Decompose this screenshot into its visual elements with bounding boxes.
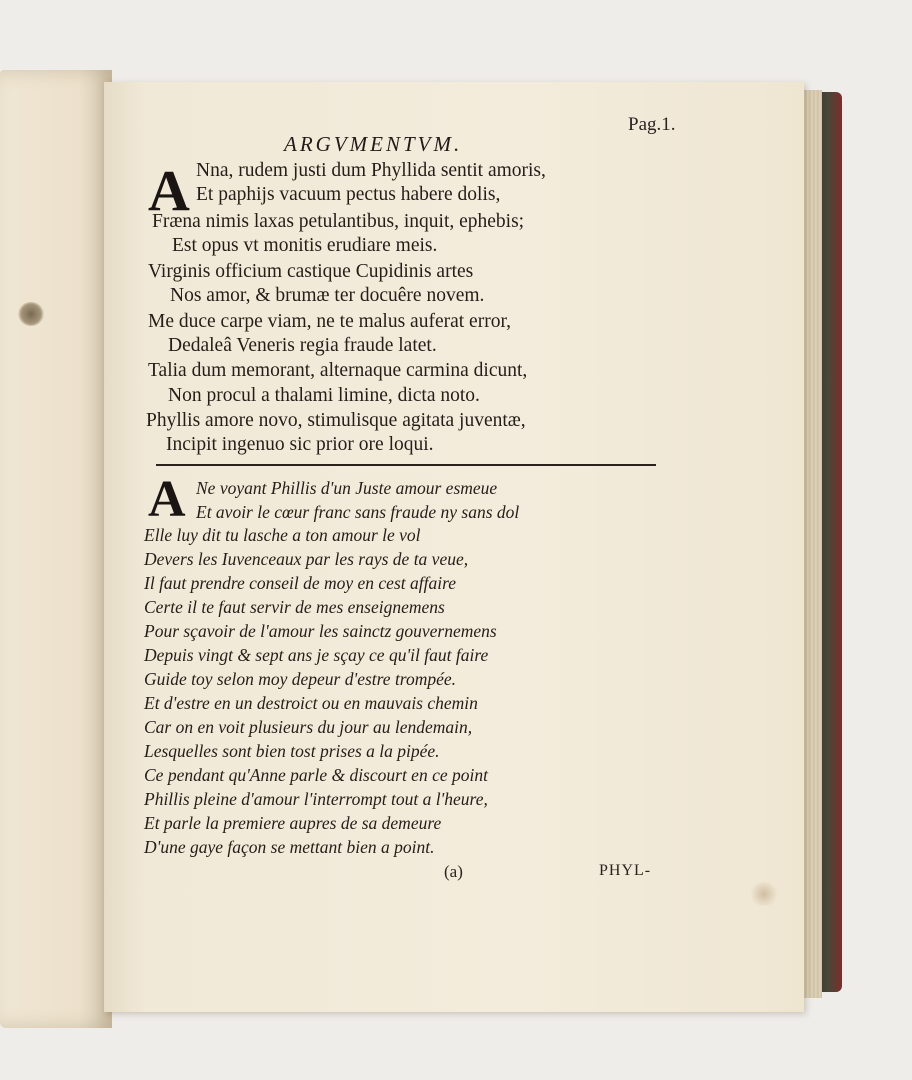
french-line-4: Devers les Iuvenceaux par les rays de ta veue,: [144, 549, 469, 569]
right-page: [104, 82, 804, 1012]
french-line-14: Phillis pleine d'amour l'interrompt tout a l'heure,: [144, 789, 488, 809]
latin-line-12: Incipit ingenuo sic prior ore loqui.: [166, 434, 434, 455]
french-line-6: Certe il te faut servir de mes enseignemens: [144, 597, 445, 617]
page-heading: ARGVMENTVM.: [284, 132, 463, 156]
french-line-2: Et avoir le cœur franc sans fraude ny sans dol: [196, 502, 520, 522]
latin-line-5: Virginis officium castique Cupidinis artes: [148, 261, 474, 282]
french-line-3: Elle luy dit tu lasche a ton amour le vol: [144, 525, 421, 545]
french-line-12: Lesquelles sont bien tost prises a la pipée.: [144, 741, 440, 761]
latin-line-8: Dedaleâ Veneris regia fraude latet.: [168, 335, 437, 356]
latin-line-11: Phyllis amore novo, stimulisque agitata juventæ,: [146, 410, 526, 431]
french-line-13: Ce pendant qu'Anne parle & discourt en ce point: [144, 765, 488, 785]
latin-line-9: Talia dum memorant, alternaque carmina dicunt,: [148, 360, 528, 381]
french-dropcap: A: [148, 471, 186, 528]
latin-line-1: Nna, rudem justi dum Phyllida sentit amoris,: [196, 160, 546, 181]
latin-line-4: Est opus vt monitis erudiare meis.: [172, 235, 438, 256]
latin-dropcap: A: [148, 158, 190, 223]
french-line-11: Car on en voit plusieurs du jour au lendemain,: [144, 717, 473, 737]
foxing-stain: [749, 882, 779, 906]
latin-line-7: Me duce carpe viam, ne te malus auferat error,: [148, 311, 512, 332]
latin-line-3: Fræna nimis laxas petulantibus, inquit, ephebis;: [152, 211, 525, 232]
french-line-9: Guide toy selon moy depeur d'estre trompée.: [144, 669, 457, 689]
left-page: [0, 70, 112, 1028]
latin-line-6: Nos amor, & brumæ ter docuêre novem.: [170, 285, 485, 306]
french-line-8: Depuis vingt & sept ans je sçay ce qu'il faut faire: [144, 645, 489, 665]
french-line-1: Ne voyant Phillis d'un Juste amour esmeue: [196, 478, 498, 498]
french-line-10: Et d'estre en un destroict ou en mauvais chemin: [144, 693, 478, 713]
page-number: Pag.1.: [628, 114, 676, 135]
french-line-7: Pour sçavoir de l'amour les sainctz gouvernemens: [144, 621, 497, 641]
catchword: PHYL-: [599, 862, 652, 879]
french-line-5: Il faut prendre conseil de moy en cest affaire: [144, 573, 457, 593]
section-divider: [156, 464, 656, 466]
latin-line-2: Et paphijs vacuum pectus habere dolis,: [196, 184, 501, 205]
stain-mark: [18, 302, 44, 326]
french-line-16: D'une gaye façon se mettant bien a point.: [144, 837, 435, 857]
french-line-15: Et parle la premiere aupres de sa demeure: [144, 813, 442, 833]
latin-line-10: Non procul a thalami limine, dicta noto.: [168, 385, 480, 406]
signature-mark: (a): [444, 862, 463, 881]
